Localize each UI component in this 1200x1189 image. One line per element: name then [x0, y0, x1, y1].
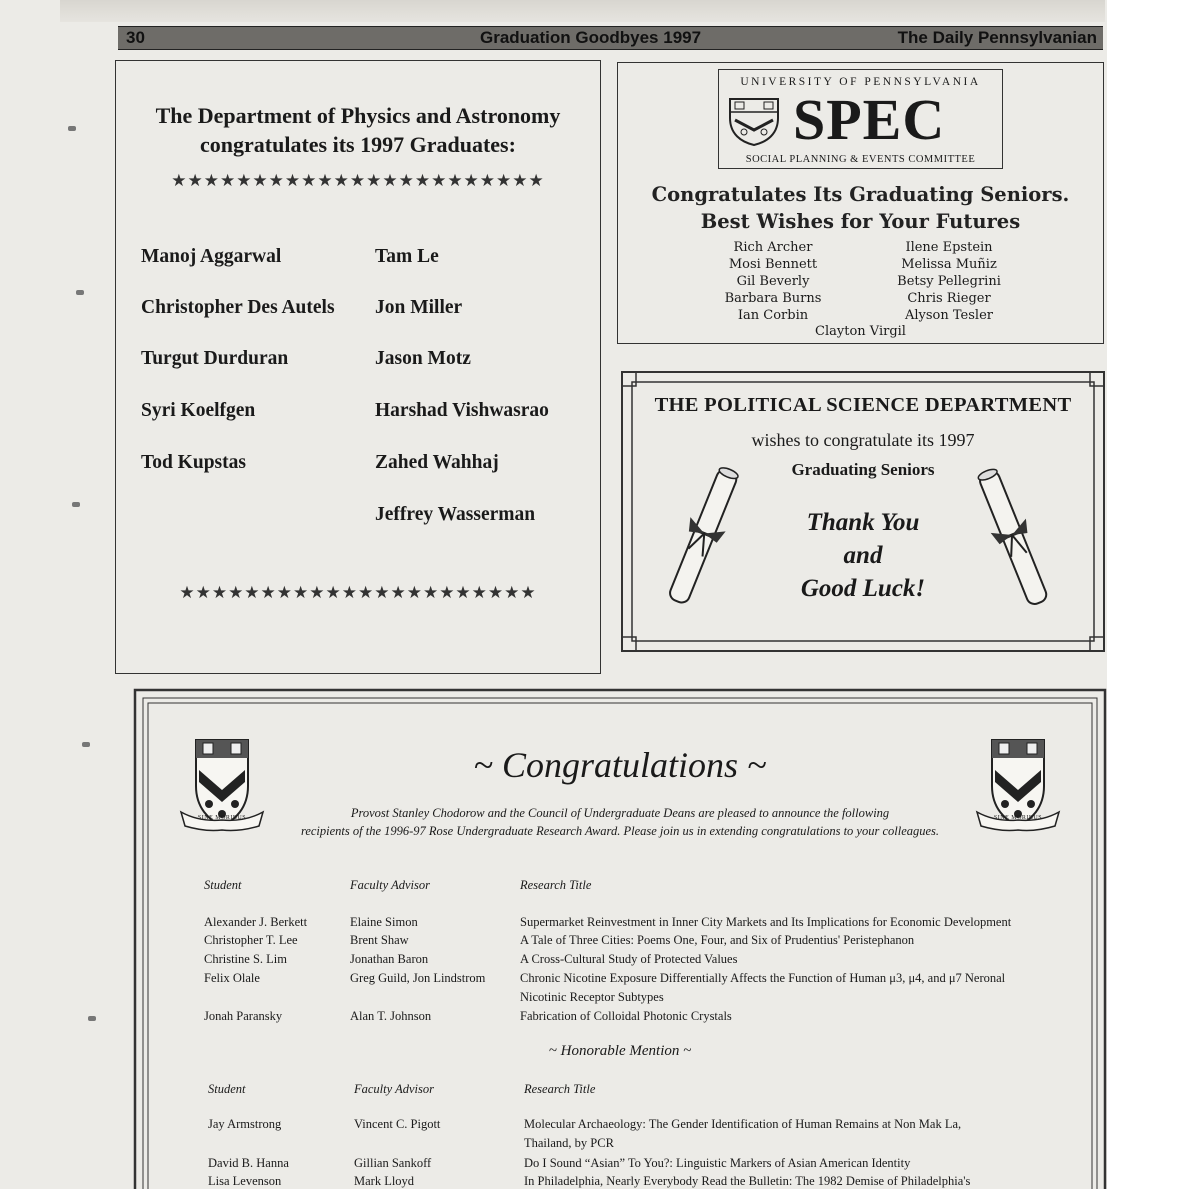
- hm-header-advisor: Faculty Advisor: [354, 1082, 434, 1096]
- table-cell-student: Christopher T. Lee: [204, 933, 298, 947]
- spec-ad: [617, 62, 1104, 344]
- table-cell-advisor: Jonathan Baron: [350, 952, 429, 966]
- senior-name: Ilene Epstein: [905, 240, 993, 255]
- stars-divider-bottom: ★★★★★★★★★★★★★★★★★★★★★★: [179, 583, 537, 602]
- thank-you-line2: and: [843, 542, 883, 569]
- honorable-mention-title: ~ Honorable Mention ~: [548, 1043, 692, 1059]
- hm-cell-student: David B. Hanna: [208, 1156, 289, 1170]
- viewer-background: [1107, 0, 1200, 1189]
- senior-name: Mosi Bennett: [728, 257, 818, 272]
- senior-name: Barbara Burns: [724, 291, 822, 306]
- table-cell-student: Felix Olale: [204, 971, 260, 985]
- poli-line3: Graduating Seniors: [791, 460, 935, 479]
- table-cell-student: Alexander J. Berkett: [204, 915, 308, 929]
- table-cell-title: A Tale of Three Cities: Poems One, Four, and Six of Prudentius' Peristephanon: [520, 933, 915, 947]
- award-intro-line1: Provost Stanley Chodorow and the Council of Undergraduate Deans are pleased to announce the following: [350, 806, 890, 820]
- physics-title-line1: The Department of Physics and Astronomy: [155, 103, 561, 128]
- column-header-student: Student: [204, 878, 242, 892]
- table-cell-title: Fabrication of Colloidal Photonic Crystals: [520, 1009, 732, 1023]
- senior-name: Gil Beverly: [736, 274, 810, 289]
- graduate-name: Syri Koelfgen: [141, 400, 256, 421]
- senior-name: Melissa Muñiz: [901, 257, 997, 272]
- hm-cell-title: In Philadelphia, Nearly Everybody Read the Bulletin: The 1982 Demise of Philadelphia's: [524, 1174, 971, 1188]
- political-science-ad: [620, 370, 1106, 653]
- hm-cell-title: Do I Sound “Asian” To You?: Linguistic Markers of Asian American Identity: [524, 1156, 911, 1170]
- margin-mark: [68, 126, 76, 131]
- physics-astronomy-ad: [115, 60, 601, 674]
- spec-logo-text: SPEC: [793, 87, 946, 152]
- senior-name: Rich Archer: [733, 240, 813, 255]
- table-cell-advisor: Brent Shaw: [350, 933, 409, 947]
- column-header-advisor: Faculty Advisor: [350, 878, 430, 892]
- hm-cell-advisor: Gillian Sankoff: [354, 1156, 432, 1170]
- table-cell-advisor: Alan T. Johnson: [350, 1009, 432, 1023]
- award-intro-line2: recipients of the 1996-97 Rose Undergraduate Research Award. Please join us in extending congratulations to your colleagues.: [300, 824, 940, 838]
- award-intro: [133, 804, 1107, 840]
- hm-header-student: Student: [208, 1082, 246, 1096]
- thank-you-line3: Good Luck!: [800, 575, 926, 602]
- graduate-name: Christopher Des Autels: [141, 297, 335, 318]
- page-header-bar: [118, 26, 1103, 50]
- section-title: Graduation Goodbyes 1997: [480, 28, 702, 47]
- hm-cell-title-cont: Thailand, by PCR: [524, 1136, 614, 1150]
- margin-mark: [88, 1016, 96, 1021]
- previous-page-edge: [60, 0, 1105, 22]
- senior-name: Chris Rieger: [907, 291, 991, 306]
- table-cell-advisor: Greg Guild, Jon Lindstrom: [350, 971, 486, 985]
- thank-you-line1: Thank You: [806, 509, 920, 536]
- spec-names-right: [874, 239, 1024, 324]
- poli-line2: wishes to congratulate its 1997: [751, 430, 975, 450]
- graduate-name: Zahed Wahhaj: [375, 452, 499, 473]
- hm-cell-advisor: Vincent C. Pigott: [354, 1117, 441, 1131]
- graduate-name: Jason Motz: [375, 348, 471, 369]
- senior-name: Clayton Virgil: [815, 324, 906, 339]
- hm-cell-advisor: Mark Lloyd: [354, 1174, 415, 1188]
- spec-logo: [718, 69, 1003, 169]
- column-header-title: Research Title: [520, 878, 592, 892]
- graduate-name: Jeffrey Wasserman: [375, 504, 536, 525]
- graduate-name: Jon Miller: [375, 297, 463, 318]
- diploma-scroll-icon: [970, 462, 1060, 612]
- table-cell-title: Chronic Nicotine Exposure Differentially Affects the Function of Human μ3, μ4, and μ7 Neronal: [520, 971, 1006, 985]
- poli-title: THE POLITICAL SCIENCE DEPARTMENT: [654, 394, 1072, 416]
- senior-name: Alyson Tesler: [905, 308, 993, 323]
- spec-message-line1: Congratulates Its Graduating Seniors.: [651, 183, 1070, 206]
- penn-shield-icon: [727, 96, 781, 146]
- margin-mark: [72, 502, 80, 507]
- graduate-name: Turgut Durduran: [141, 348, 289, 369]
- table-cell-advisor: Elaine Simon: [350, 915, 418, 929]
- graduate-name: Harshad Vishwasrao: [375, 400, 549, 421]
- table-cell-title: A Cross-Cultural Study of Protected Values: [520, 952, 738, 966]
- page-number: 30: [126, 28, 145, 47]
- physics-title-line2: congratulates its 1997 Graduates:: [200, 132, 516, 157]
- spec-names-left: [698, 239, 848, 324]
- physics-title: [116, 101, 600, 159]
- spec-message-line2: Best Wishes for Your Futures: [700, 210, 1021, 233]
- table-cell-student: Jonah Paransky: [204, 1009, 283, 1023]
- table-cell-student: Christine S. Lim: [204, 952, 287, 966]
- senior-name: Betsy Pellegrini: [897, 274, 1001, 289]
- newspaper-name: The Daily Pennsylvanian: [897, 28, 1097, 47]
- diploma-scroll-icon: [660, 462, 750, 612]
- hm-cell-student: Lisa Levenson: [208, 1174, 282, 1188]
- rose-award-ad: [133, 688, 1107, 1189]
- table-cell-title-cont: Nicotinic Receptor Subtypes: [520, 990, 664, 1004]
- spec-message: [618, 181, 1103, 235]
- stars-divider-top: ★★★★★★★★★★★★★★★★★★★★★★★: [171, 171, 545, 190]
- margin-mark: [76, 290, 84, 295]
- hm-cell-student: Jay Armstrong: [208, 1117, 282, 1131]
- senior-name: Ian Corbin: [737, 308, 809, 323]
- hm-header-title: Research Title: [524, 1082, 596, 1096]
- congratulations-title: ~ Congratulations ~: [473, 745, 767, 785]
- crest-motto: SINE MORIBUS: [197, 815, 247, 821]
- graduate-name: Manoj Aggarwal: [141, 246, 282, 267]
- graduate-name: Tod Kupstas: [141, 452, 246, 473]
- spec-subtitle: SOCIAL PLANNING & EVENTS COMMITTEE: [745, 154, 976, 165]
- hm-cell-title: Molecular Archaeology: The Gender Identification of Human Remains at Non Mak La,: [524, 1117, 962, 1131]
- spec-university: UNIVERSITY OF PENNSYLVANIA: [740, 76, 981, 88]
- margin-mark: [82, 742, 90, 747]
- crest-motto: SINE MORIBUS: [993, 815, 1043, 821]
- graduate-name: Tam Le: [375, 246, 439, 267]
- table-cell-title: Supermarket Reinvestment in Inner City Markets and Its Implications for Economic Development: [520, 915, 1012, 929]
